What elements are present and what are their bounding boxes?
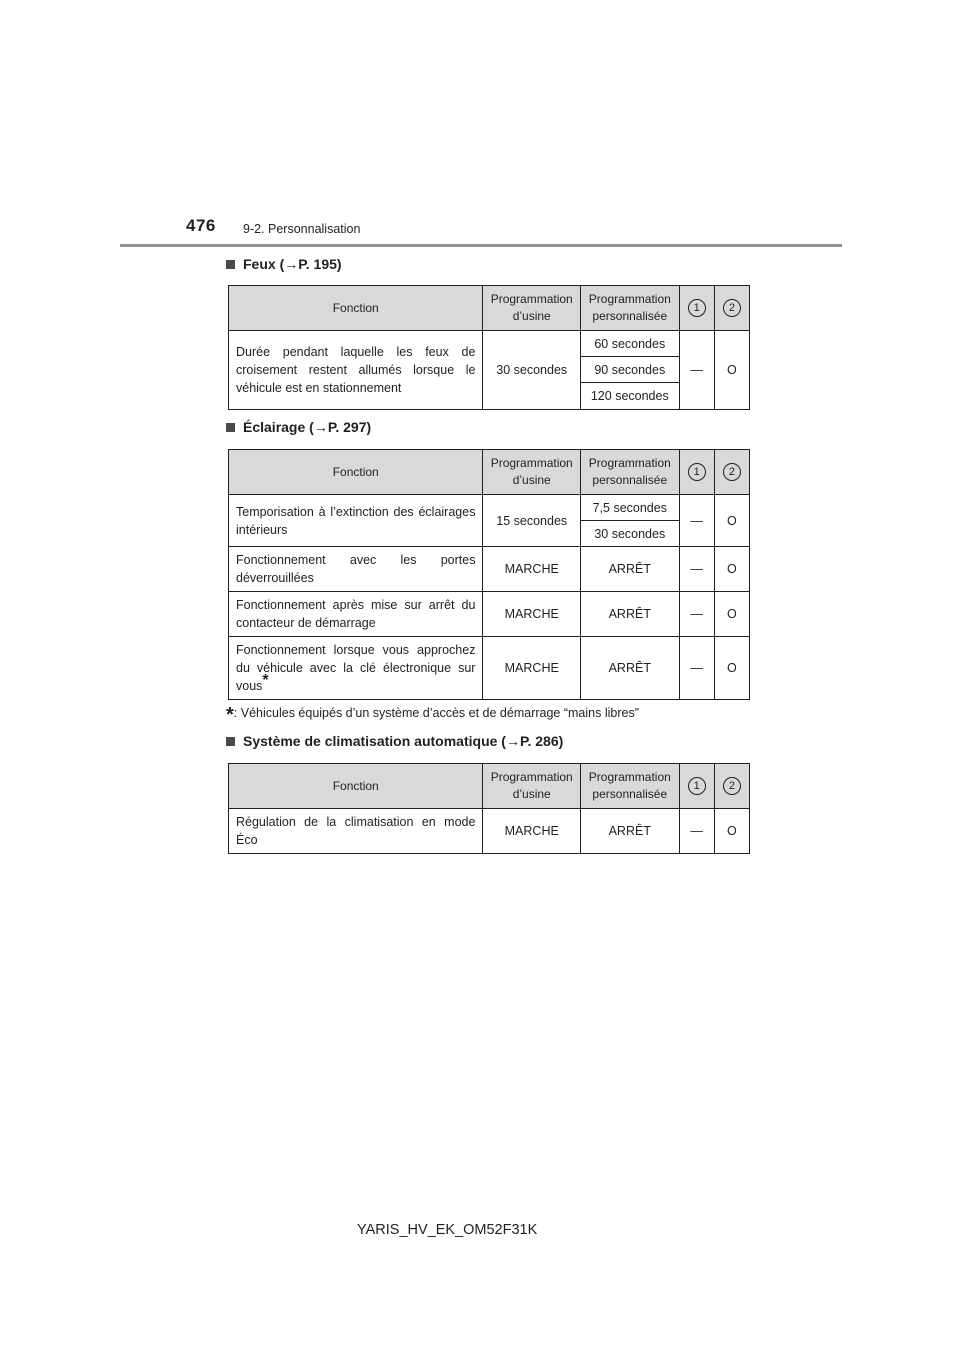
cell-col2: O — [714, 495, 749, 547]
footer-code: YARIS_HV_EK_OM52F31K — [357, 1222, 538, 1238]
circled-2-icon: 2 — [723, 299, 741, 317]
header-usine: Programmation d’usine — [483, 286, 581, 331]
cell-col1: — — [679, 592, 714, 637]
footnote-marker: * — [226, 704, 234, 726]
header-col2 — [714, 450, 749, 495]
footnote-marker: * — [262, 671, 269, 689]
header-rule — [120, 244, 842, 247]
cell-col1: — — [679, 809, 714, 854]
footnote-text: : Véhicules équipés d’un système d’accès et de démarrage “mains libres” — [233, 706, 639, 720]
cell-perso: 120 secondes — [581, 383, 680, 410]
cell-col1: — — [679, 495, 714, 547]
cell-usine: 15 secondes — [483, 495, 581, 547]
cell-perso: ARRÊT — [581, 809, 680, 854]
cell-fonction: Durée pendant laquelle les feux de croisement restent allumés lorsque le véhicule est en stationnement — [229, 331, 483, 410]
cell-col2: O — [714, 331, 749, 410]
header-usine: Programmation d’usine — [483, 450, 581, 495]
table-header-row — [229, 764, 750, 809]
cell-usine: 30 secondes — [483, 331, 581, 410]
cell-perso: ARRÊT — [581, 547, 680, 592]
circled-1-icon: 1 — [688, 777, 706, 795]
header-perso: Programmation personnalisée — [581, 286, 680, 331]
cell-usine: MARCHE — [483, 592, 581, 637]
section-title-feux — [226, 256, 342, 272]
cell-col1: — — [679, 547, 714, 592]
table-eclairage — [228, 449, 750, 700]
table-row — [229, 637, 750, 700]
circled-1-icon: 1 — [688, 299, 706, 317]
cell-col1: — — [679, 331, 714, 410]
cell-col1: — — [679, 637, 714, 700]
section-title-eclairage — [226, 419, 371, 435]
circled-1-icon: 1 — [688, 463, 706, 481]
cell-perso: ARRÊT — [581, 637, 680, 700]
cell-col2: O — [714, 809, 749, 854]
cell-fonction-text: Fonctionnement lorsque vous approchez du véhicule avec la clé électronique sur vous — [236, 643, 476, 693]
table-row — [229, 495, 750, 521]
section-title-climatisation — [226, 733, 563, 749]
cell-perso: 60 secondes — [581, 331, 680, 357]
header-col1 — [679, 450, 714, 495]
cell-fonction: Fonctionnement avec les portes déverrouillées — [229, 547, 483, 592]
header-fonction: Fonction — [229, 450, 483, 495]
cell-col2: O — [714, 547, 749, 592]
header-col1 — [679, 764, 714, 809]
cell-usine: MARCHE — [483, 809, 581, 854]
cell-col2: O — [714, 637, 749, 700]
cell-fonction: Temporisation à l’extinction des éclairages intérieurs — [229, 495, 483, 547]
header-perso: Programmation personnalisée — [581, 764, 680, 809]
page-number: 476 — [186, 216, 216, 235]
table-row — [229, 331, 750, 357]
header-fonction: Fonction — [229, 286, 483, 331]
table-row — [229, 592, 750, 637]
cell-fonction: Régulation de la climatisation en mode Éco — [229, 809, 483, 854]
chapter-title: 9-2. Personnalisation — [243, 222, 361, 236]
footnote — [226, 704, 639, 727]
cell-usine: MARCHE — [483, 547, 581, 592]
cell-perso: ARRÊT — [581, 592, 680, 637]
header-col2 — [714, 764, 749, 809]
header-fonction: Fonction — [229, 764, 483, 809]
section-title-text: Feux (→P. 195) — [243, 256, 342, 272]
table-header-row — [229, 286, 750, 331]
cell-fonction — [229, 637, 483, 700]
section-title-text: Éclairage (→P. 297) — [243, 419, 372, 435]
table-feux — [228, 285, 750, 410]
table-row — [229, 547, 750, 592]
cell-perso: 90 secondes — [581, 357, 680, 383]
table-row — [229, 809, 750, 854]
circled-2-icon: 2 — [723, 463, 741, 481]
square-bullet-icon — [226, 260, 235, 269]
cell-usine: MARCHE — [483, 637, 581, 700]
cell-perso: 7,5 secondes — [581, 495, 680, 521]
header-usine: Programmation d’usine — [483, 764, 581, 809]
table-header-row — [229, 450, 750, 495]
square-bullet-icon — [226, 737, 235, 746]
header-col2 — [714, 286, 749, 331]
circled-2-icon: 2 — [723, 777, 741, 795]
header-perso: Programmation personnalisée — [581, 450, 680, 495]
cell-fonction: Fonctionnement après mise sur arrêt du contacteur de démarrage — [229, 592, 483, 637]
section-title-text: Système de climatisation automatique (→P. 286) — [243, 733, 564, 749]
square-bullet-icon — [226, 423, 235, 432]
cell-perso: 30 secondes — [581, 521, 680, 547]
table-climatisation — [228, 763, 750, 854]
cell-col2: O — [714, 592, 749, 637]
header-col1 — [679, 286, 714, 331]
